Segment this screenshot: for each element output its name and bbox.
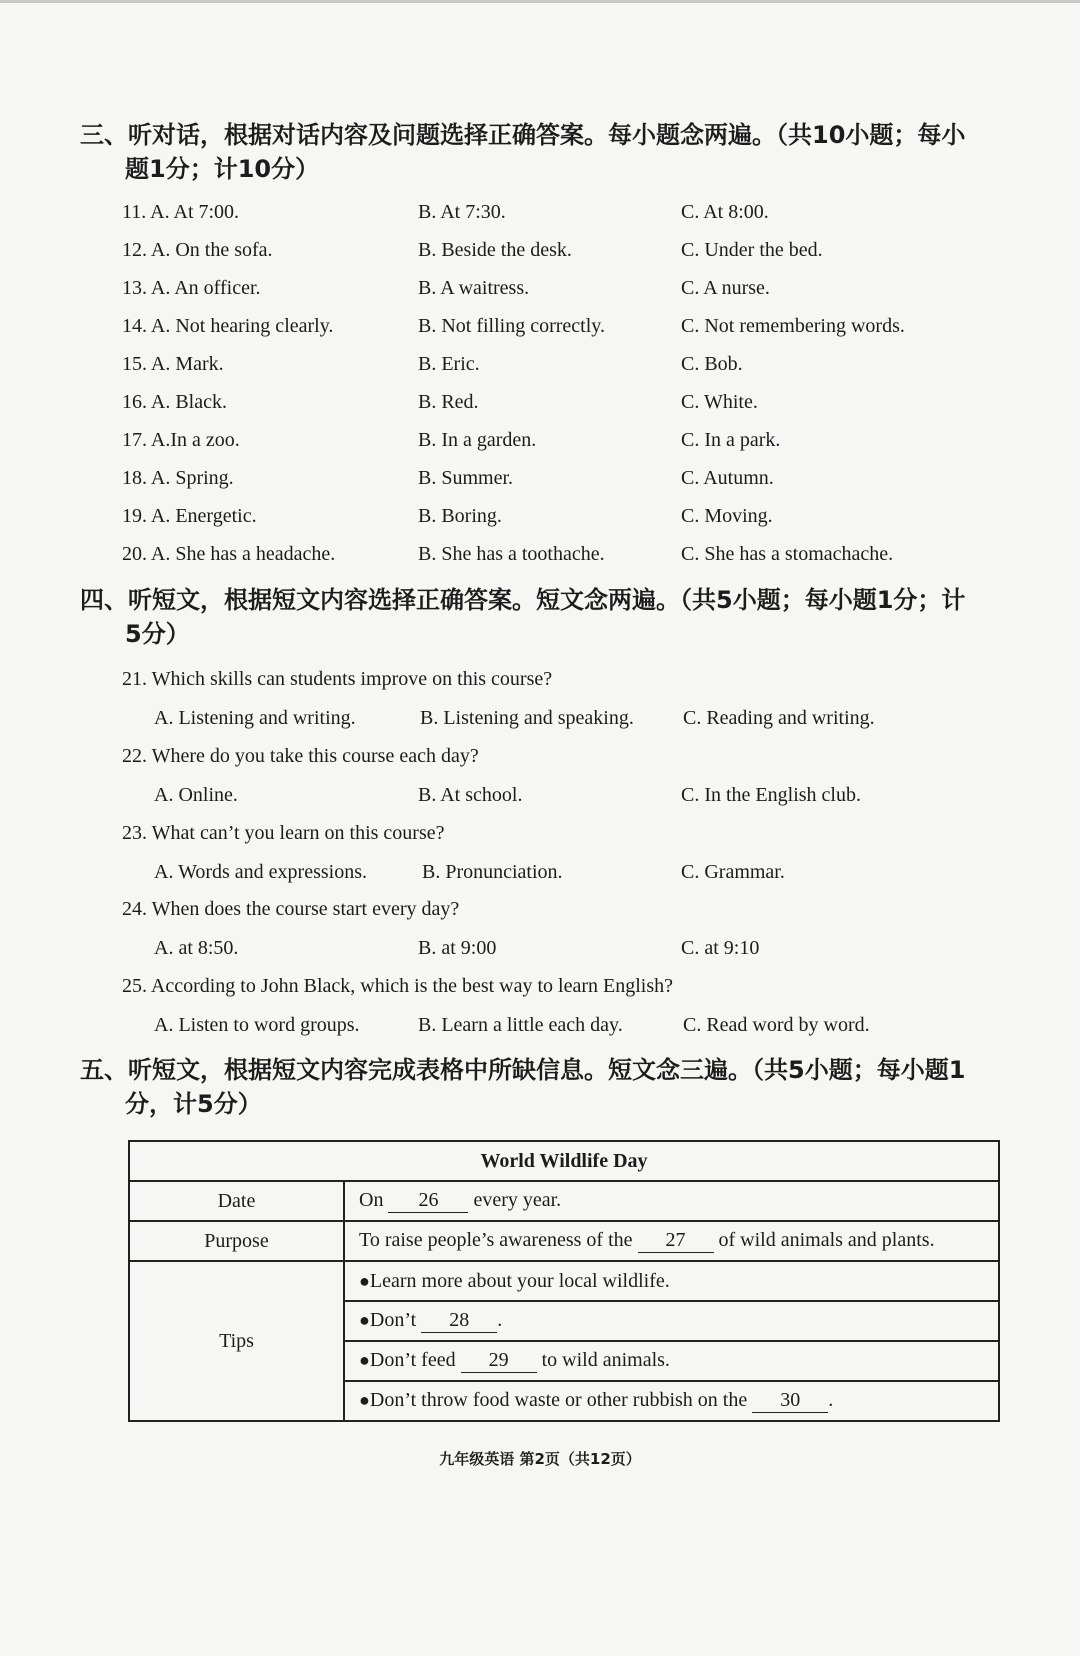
option-a: 11. A. At 7:00. [122, 201, 240, 223]
option-c: C. Reading and writing. [683, 707, 875, 729]
option-b: B. Pronunciation. [422, 861, 563, 883]
option-b: B. Not filling correctly. [418, 315, 605, 337]
option-b: B. Boring. [418, 505, 502, 527]
page-footer: 九年级英语 第2页（共12页） [439, 1450, 641, 1468]
tips-label: Tips [129, 1261, 344, 1421]
top-edge-line [0, 0, 1080, 3]
option-c: C. In a park. [681, 429, 781, 451]
option-a: 12. A. On the sofa. [122, 239, 273, 261]
blank-29: 29 [461, 1349, 537, 1373]
tip-2-prefix: Don’t [369, 1309, 417, 1331]
tip-3-suffix: to wild animals. [541, 1349, 670, 1371]
world-wildlife-day-table [128, 1140, 1000, 1422]
purpose-cell [344, 1221, 999, 1261]
option-b: B. at 9:00 [418, 937, 497, 959]
option-a: 13. A. An officer. [122, 277, 261, 299]
option-c: C. at 9:10 [681, 937, 760, 959]
tip-2-suffix: . [497, 1309, 503, 1331]
option-a: 14. A. Not hearing clearly. [122, 315, 334, 337]
question-22: 22. Where do you take this course each day? [122, 745, 479, 767]
option-b: B. Red. [418, 391, 479, 413]
option-a: A. Words and expressions. [154, 861, 367, 883]
option-b: B. Beside the desk. [418, 239, 572, 261]
table-row-purpose [129, 1221, 999, 1261]
purpose-label: Purpose [129, 1221, 344, 1261]
option-c: C. Grammar. [681, 861, 785, 883]
option-c: C. White. [681, 391, 758, 413]
tip-1-text: Learn more about your local wildlife. [369, 1269, 670, 1292]
question-25: 25. According to John Black, which is the best way to learn English? [122, 975, 674, 997]
tip-1-cell [344, 1261, 999, 1301]
section4-title-line2: 5分） [125, 620, 190, 648]
section3-title-line1: 三、听对话，根据对话内容及问题选择正确答案。每小题念两遍。（共10小题；每小 [80, 121, 966, 149]
option-b: B. In a garden. [418, 429, 537, 451]
option-c: C. Autumn. [681, 467, 774, 489]
option-a: A. Online. [154, 784, 238, 806]
bullet-icon: ● [359, 1310, 370, 1330]
tip-3-cell [344, 1341, 999, 1381]
purpose-suffix: of wild animals and plants. [718, 1229, 935, 1251]
option-a: 17. A.In a zoo. [122, 429, 240, 451]
table-row-tip-1 [129, 1261, 999, 1301]
question-21: 21. Which skills can students improve on this course? [122, 668, 553, 690]
section4-title-line1: 四、听短文，根据短文内容选择正确答案。短文念两遍。（共5小题；每小题1分；计 [80, 586, 966, 614]
option-a: A. Listen to word groups. [154, 1014, 360, 1036]
tip-4-suffix: . [828, 1389, 834, 1411]
blank-26: 26 [388, 1189, 468, 1213]
section4-title [80, 583, 1010, 651]
option-b: B. Learn a little each day. [418, 1014, 623, 1036]
option-b: B. Listening and speaking. [420, 707, 634, 729]
option-b: B. At school. [418, 784, 523, 806]
date-prefix: On [359, 1189, 384, 1211]
option-a: 20. A. She has a headache. [122, 543, 336, 565]
option-c: C. Read word by word. [683, 1014, 870, 1036]
section3-title-line2: 题1分；计10分） [125, 155, 320, 183]
blank-27: 27 [638, 1229, 714, 1253]
option-b: B. A waitress. [418, 277, 530, 299]
option-a: 18. A. Spring. [122, 467, 234, 489]
option-b: B. Summer. [418, 467, 514, 489]
blank-28: 28 [421, 1309, 497, 1333]
option-c: C. Moving. [681, 505, 773, 527]
section5-title-line2: 分，计5分） [125, 1090, 262, 1118]
table-heading: World Wildlife Day [129, 1141, 999, 1181]
option-c: C. Under the bed. [681, 239, 823, 261]
purpose-prefix: To raise people’s awareness of the [359, 1229, 633, 1251]
option-a: 19. A. Energetic. [122, 505, 257, 527]
date-suffix: every year. [473, 1189, 562, 1211]
option-a: A. at 8:50. [154, 937, 239, 959]
option-b: B. Eric. [418, 353, 480, 375]
date-label: Date [129, 1181, 344, 1221]
option-c: C. In the English club. [681, 784, 861, 806]
question-24: 24. When does the course start every day? [122, 898, 460, 920]
option-a: 15. A. Mark. [122, 353, 224, 375]
section3-title [80, 118, 1010, 186]
date-cell [344, 1181, 999, 1221]
section5-title-line1: 五、听短文，根据短文内容完成表格中所缺信息。短文念三遍。（共5小题；每小题1 [80, 1056, 966, 1084]
question-23: 23. What can’t you learn on this course? [122, 822, 445, 844]
option-b: B. At 7:30. [418, 201, 506, 223]
tip-4-prefix: Don’t throw food waste or other rubbish on the [369, 1389, 748, 1411]
option-a: 16. A. Black. [122, 391, 227, 413]
option-c: C. She has a stomachache. [681, 543, 894, 565]
tip-4-cell [344, 1381, 999, 1421]
option-c: C. At 8:00. [681, 201, 769, 223]
option-c: C. A nurse. [681, 277, 770, 299]
bullet-icon: ● [359, 1270, 370, 1291]
option-b: B. She has a toothache. [418, 543, 605, 565]
table-heading-row [129, 1141, 999, 1181]
bullet-icon: ● [359, 1390, 370, 1410]
option-c: C. Not remembering words. [681, 315, 905, 337]
tip-2-cell [344, 1301, 999, 1341]
blank-30: 30 [752, 1389, 828, 1413]
bullet-icon: ● [359, 1350, 370, 1370]
option-a: A. Listening and writing. [154, 707, 356, 729]
tip-3-prefix: Don’t feed [369, 1349, 456, 1371]
table-row-date [129, 1181, 999, 1221]
option-c: C. Bob. [681, 353, 743, 375]
section5-title [80, 1053, 1010, 1121]
